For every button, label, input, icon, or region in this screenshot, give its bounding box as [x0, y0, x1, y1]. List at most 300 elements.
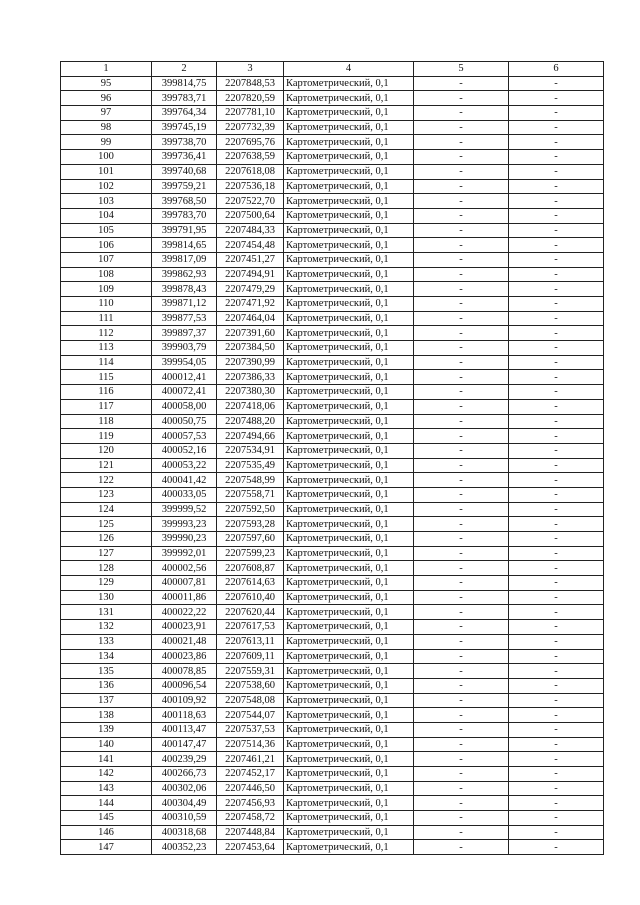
cell-y-coordinate: 2207558,71 — [217, 487, 284, 502]
cell-point-number: 96 — [61, 91, 152, 106]
table-row — [61, 208, 604, 223]
cell-x-coordinate: 400304,49 — [152, 796, 217, 811]
cell-point-number: 107 — [61, 252, 152, 267]
cell-col-6-value: - — [509, 473, 604, 488]
coordinates-table — [60, 61, 604, 855]
cell-col-6-value: - — [509, 414, 604, 429]
cell-method-accuracy: Картометрический, 0,1 — [284, 517, 414, 532]
cell-col-6-value: - — [509, 164, 604, 179]
cell-x-coordinate: 399954,05 — [152, 355, 217, 370]
cell-point-number: 118 — [61, 414, 152, 429]
cell-col-6-value: - — [509, 517, 604, 532]
cell-col-5-value: - — [414, 752, 509, 767]
cell-method-accuracy: Картометрический, 0,1 — [284, 355, 414, 370]
cell-point-number: 126 — [61, 532, 152, 547]
cell-col-5-value: - — [414, 678, 509, 693]
cell-point-number: 95 — [61, 76, 152, 91]
table-row — [61, 282, 604, 297]
cell-y-coordinate: 2207848,53 — [217, 76, 284, 91]
cell-y-coordinate: 2207464,04 — [217, 311, 284, 326]
table-row — [61, 561, 604, 576]
cell-y-coordinate: 2207488,20 — [217, 414, 284, 429]
cell-y-coordinate: 2207548,99 — [217, 473, 284, 488]
cell-point-number: 142 — [61, 767, 152, 782]
cell-method-accuracy: Картометрический, 0,1 — [284, 326, 414, 341]
table-row — [61, 649, 604, 664]
cell-x-coordinate: 399862,93 — [152, 267, 217, 282]
cell-method-accuracy: Картометрический, 0,1 — [284, 429, 414, 444]
cell-col-6-value: - — [509, 576, 604, 591]
cell-x-coordinate: 400023,91 — [152, 620, 217, 635]
cell-method-accuracy: Картометрический, 0,1 — [284, 208, 414, 223]
cell-x-coordinate: 400318,68 — [152, 825, 217, 840]
cell-col-6-value: - — [509, 150, 604, 165]
cell-x-coordinate: 399768,50 — [152, 194, 217, 209]
table-row — [61, 194, 604, 209]
cell-x-coordinate: 399871,12 — [152, 297, 217, 312]
cell-point-number: 135 — [61, 664, 152, 679]
cell-x-coordinate: 400078,85 — [152, 664, 217, 679]
cell-point-number: 104 — [61, 208, 152, 223]
table-row — [61, 781, 604, 796]
cell-method-accuracy: Картометрический, 0,1 — [284, 252, 414, 267]
cell-col-5-value: - — [414, 194, 509, 209]
cell-col-6-value: - — [509, 590, 604, 605]
cell-col-6-value: - — [509, 120, 604, 135]
cell-point-number: 132 — [61, 620, 152, 635]
cell-col-6-value: - — [509, 370, 604, 385]
cell-col-6-value: - — [509, 502, 604, 517]
cell-point-number: 147 — [61, 840, 152, 855]
cell-y-coordinate: 2207380,30 — [217, 385, 284, 400]
cell-col-5-value: - — [414, 223, 509, 238]
cell-col-5-value: - — [414, 634, 509, 649]
cell-y-coordinate: 2207548,08 — [217, 693, 284, 708]
table-row — [61, 120, 604, 135]
cell-col-5-value: - — [414, 252, 509, 267]
table-row — [61, 473, 604, 488]
cell-x-coordinate: 400057,53 — [152, 429, 217, 444]
cell-col-6-value: - — [509, 767, 604, 782]
cell-col-5-value: - — [414, 76, 509, 91]
cell-col-6-value: - — [509, 561, 604, 576]
cell-col-6-value: - — [509, 91, 604, 106]
cell-x-coordinate: 399992,01 — [152, 546, 217, 561]
cell-point-number: 139 — [61, 722, 152, 737]
cell-col-6-value: - — [509, 297, 604, 312]
cell-method-accuracy: Картометрический, 0,1 — [284, 502, 414, 517]
cell-col-5-value: - — [414, 267, 509, 282]
cell-method-accuracy: Картометрический, 0,1 — [284, 443, 414, 458]
cell-method-accuracy: Картометрический, 0,1 — [284, 811, 414, 826]
cell-x-coordinate: 399814,75 — [152, 76, 217, 91]
cell-point-number: 145 — [61, 811, 152, 826]
cell-method-accuracy: Картометрический, 0,1 — [284, 399, 414, 414]
cell-x-coordinate: 400302,06 — [152, 781, 217, 796]
cell-x-coordinate: 399764,34 — [152, 106, 217, 121]
cell-method-accuracy: Картометрический, 0,1 — [284, 693, 414, 708]
cell-col-5-value: - — [414, 708, 509, 723]
cell-col-5-value: - — [414, 767, 509, 782]
cell-col-5-value: - — [414, 135, 509, 150]
cell-col-5-value: - — [414, 811, 509, 826]
table-row — [61, 326, 604, 341]
cell-point-number: 144 — [61, 796, 152, 811]
cell-col-6-value: - — [509, 752, 604, 767]
table-row — [61, 811, 604, 826]
cell-y-coordinate: 2207638,59 — [217, 150, 284, 165]
cell-col-5-value: - — [414, 561, 509, 576]
cell-col-5-value: - — [414, 91, 509, 106]
cell-x-coordinate: 399759,21 — [152, 179, 217, 194]
cell-y-coordinate: 2207452,17 — [217, 767, 284, 782]
cell-method-accuracy: Картометрический, 0,1 — [284, 458, 414, 473]
cell-col-6-value: - — [509, 443, 604, 458]
header-col-5: 5 — [414, 62, 509, 77]
cell-point-number: 111 — [61, 311, 152, 326]
cell-col-5-value: - — [414, 208, 509, 223]
cell-col-6-value: - — [509, 620, 604, 635]
cell-method-accuracy: Картометрический, 0,1 — [284, 767, 414, 782]
table-row — [61, 487, 604, 502]
cell-method-accuracy: Картометрический, 0,1 — [284, 135, 414, 150]
header-col-3: 3 — [217, 62, 284, 77]
table-row — [61, 238, 604, 253]
header-row — [61, 62, 604, 77]
cell-point-number: 121 — [61, 458, 152, 473]
cell-point-number: 115 — [61, 370, 152, 385]
cell-col-6-value: - — [509, 708, 604, 723]
cell-x-coordinate: 400310,59 — [152, 811, 217, 826]
table-row — [61, 605, 604, 620]
cell-x-coordinate: 400239,29 — [152, 752, 217, 767]
cell-y-coordinate: 2207620,44 — [217, 605, 284, 620]
cell-x-coordinate: 399814,65 — [152, 238, 217, 253]
cell-point-number: 146 — [61, 825, 152, 840]
cell-point-number: 109 — [61, 282, 152, 297]
cell-y-coordinate: 2207494,91 — [217, 267, 284, 282]
cell-y-coordinate: 2207610,40 — [217, 590, 284, 605]
cell-x-coordinate: 400266,73 — [152, 767, 217, 782]
cell-col-5-value: - — [414, 649, 509, 664]
cell-method-accuracy: Картометрический, 0,1 — [284, 796, 414, 811]
cell-y-coordinate: 2207618,08 — [217, 164, 284, 179]
cell-x-coordinate: 400058,00 — [152, 399, 217, 414]
cell-col-6-value: - — [509, 76, 604, 91]
cell-y-coordinate: 2207446,50 — [217, 781, 284, 796]
cell-x-coordinate: 400023,86 — [152, 649, 217, 664]
cell-method-accuracy: Картометрический, 0,1 — [284, 385, 414, 400]
cell-method-accuracy: Картометрический, 0,1 — [284, 590, 414, 605]
cell-y-coordinate: 2207461,21 — [217, 752, 284, 767]
cell-y-coordinate: 2207614,63 — [217, 576, 284, 591]
cell-col-6-value: - — [509, 781, 604, 796]
table-row — [61, 796, 604, 811]
cell-col-6-value: - — [509, 179, 604, 194]
cell-method-accuracy: Картометрический, 0,1 — [284, 649, 414, 664]
cell-col-6-value: - — [509, 267, 604, 282]
cell-y-coordinate: 2207536,18 — [217, 179, 284, 194]
cell-col-5-value: - — [414, 443, 509, 458]
cell-x-coordinate: 400033,05 — [152, 487, 217, 502]
cell-method-accuracy: Картометрический, 0,1 — [284, 150, 414, 165]
cell-y-coordinate: 2207453,64 — [217, 840, 284, 855]
cell-y-coordinate: 2207609,11 — [217, 649, 284, 664]
cell-y-coordinate: 2207538,60 — [217, 678, 284, 693]
cell-col-5-value: - — [414, 326, 509, 341]
cell-y-coordinate: 2207534,91 — [217, 443, 284, 458]
cell-y-coordinate: 2207448,84 — [217, 825, 284, 840]
table-row — [61, 546, 604, 561]
cell-point-number: 122 — [61, 473, 152, 488]
cell-col-5-value: - — [414, 355, 509, 370]
cell-y-coordinate: 2207390,99 — [217, 355, 284, 370]
cell-col-6-value: - — [509, 796, 604, 811]
table-row — [61, 91, 604, 106]
cell-method-accuracy: Картометрический, 0,1 — [284, 561, 414, 576]
cell-point-number: 97 — [61, 106, 152, 121]
cell-point-number: 113 — [61, 341, 152, 356]
cell-x-coordinate: 399999,52 — [152, 502, 217, 517]
cell-y-coordinate: 2207500,64 — [217, 208, 284, 223]
cell-point-number: 127 — [61, 546, 152, 561]
cell-method-accuracy: Картометрический, 0,1 — [284, 194, 414, 209]
cell-point-number: 140 — [61, 737, 152, 752]
cell-x-coordinate: 400352,23 — [152, 840, 217, 855]
cell-method-accuracy: Картометрический, 0,1 — [284, 223, 414, 238]
cell-y-coordinate: 2207613,11 — [217, 634, 284, 649]
cell-point-number: 101 — [61, 164, 152, 179]
cell-y-coordinate: 2207391,60 — [217, 326, 284, 341]
cell-col-6-value: - — [509, 649, 604, 664]
cell-x-coordinate: 400022,22 — [152, 605, 217, 620]
table-row — [61, 678, 604, 693]
cell-point-number: 99 — [61, 135, 152, 150]
cell-point-number: 102 — [61, 179, 152, 194]
header-col-6: 6 — [509, 62, 604, 77]
cell-col-6-value: - — [509, 311, 604, 326]
table-row — [61, 429, 604, 444]
cell-method-accuracy: Картометрический, 0,1 — [284, 120, 414, 135]
cell-x-coordinate: 400118,63 — [152, 708, 217, 723]
cell-col-6-value: - — [509, 487, 604, 502]
cell-col-5-value: - — [414, 150, 509, 165]
cell-col-5-value: - — [414, 576, 509, 591]
cell-x-coordinate: 400109,92 — [152, 693, 217, 708]
header-col-1: 1 — [61, 62, 152, 77]
table-body — [61, 76, 604, 854]
cell-x-coordinate: 400012,41 — [152, 370, 217, 385]
table-row — [61, 752, 604, 767]
cell-method-accuracy: Картометрический, 0,1 — [284, 341, 414, 356]
cell-col-5-value: - — [414, 179, 509, 194]
table-row — [61, 722, 604, 737]
cell-point-number: 116 — [61, 385, 152, 400]
cell-col-6-value: - — [509, 341, 604, 356]
cell-col-5-value: - — [414, 282, 509, 297]
cell-col-6-value: - — [509, 355, 604, 370]
cell-col-6-value: - — [509, 252, 604, 267]
table-row — [61, 150, 604, 165]
cell-col-6-value: - — [509, 385, 604, 400]
cell-method-accuracy: Картометрический, 0,1 — [284, 267, 414, 282]
cell-x-coordinate: 399740,68 — [152, 164, 217, 179]
cell-col-5-value: - — [414, 487, 509, 502]
cell-point-number: 141 — [61, 752, 152, 767]
cell-y-coordinate: 2207593,28 — [217, 517, 284, 532]
cell-col-5-value: - — [414, 517, 509, 532]
cell-x-coordinate: 399897,37 — [152, 326, 217, 341]
cell-x-coordinate: 400050,75 — [152, 414, 217, 429]
cell-method-accuracy: Картометрический, 0,1 — [284, 179, 414, 194]
cell-method-accuracy: Картометрический, 0,1 — [284, 297, 414, 312]
cell-y-coordinate: 2207608,87 — [217, 561, 284, 576]
cell-point-number: 143 — [61, 781, 152, 796]
cell-col-6-value: - — [509, 737, 604, 752]
cell-x-coordinate: 400021,48 — [152, 634, 217, 649]
cell-y-coordinate: 2207781,10 — [217, 106, 284, 121]
cell-method-accuracy: Картометрический, 0,1 — [284, 634, 414, 649]
cell-point-number: 131 — [61, 605, 152, 620]
table-row — [61, 532, 604, 547]
table-row — [61, 590, 604, 605]
cell-y-coordinate: 2207820,59 — [217, 91, 284, 106]
table-row — [61, 297, 604, 312]
cell-point-number: 106 — [61, 238, 152, 253]
cell-point-number: 112 — [61, 326, 152, 341]
cell-x-coordinate: 400053,22 — [152, 458, 217, 473]
cell-col-5-value: - — [414, 429, 509, 444]
cell-y-coordinate: 2207597,60 — [217, 532, 284, 547]
cell-y-coordinate: 2207454,48 — [217, 238, 284, 253]
cell-point-number: 129 — [61, 576, 152, 591]
cell-col-6-value: - — [509, 634, 604, 649]
cell-col-6-value: - — [509, 693, 604, 708]
table-row — [61, 634, 604, 649]
table-row — [61, 135, 604, 150]
cell-col-5-value: - — [414, 385, 509, 400]
cell-col-5-value: - — [414, 737, 509, 752]
table-row — [61, 664, 604, 679]
cell-col-5-value: - — [414, 620, 509, 635]
cell-method-accuracy: Картометрический, 0,1 — [284, 840, 414, 855]
table-row — [61, 399, 604, 414]
cell-point-number: 137 — [61, 693, 152, 708]
cell-method-accuracy: Картометрический, 0,1 — [284, 546, 414, 561]
cell-method-accuracy: Картометрический, 0,1 — [284, 487, 414, 502]
cell-y-coordinate: 2207599,23 — [217, 546, 284, 561]
table-row — [61, 576, 604, 591]
cell-col-6-value: - — [509, 399, 604, 414]
cell-y-coordinate: 2207544,07 — [217, 708, 284, 723]
table-row — [61, 179, 604, 194]
cell-method-accuracy: Картометрический, 0,1 — [284, 576, 414, 591]
cell-col-5-value: - — [414, 120, 509, 135]
cell-y-coordinate: 2207451,27 — [217, 252, 284, 267]
cell-point-number: 108 — [61, 267, 152, 282]
table-row — [61, 840, 604, 855]
cell-method-accuracy: Картометрический, 0,1 — [284, 708, 414, 723]
cell-y-coordinate: 2207386,33 — [217, 370, 284, 385]
cell-y-coordinate: 2207494,66 — [217, 429, 284, 444]
cell-col-5-value: - — [414, 546, 509, 561]
cell-col-6-value: - — [509, 135, 604, 150]
cell-method-accuracy: Картометрический, 0,1 — [284, 605, 414, 620]
cell-method-accuracy: Картометрический, 0,1 — [284, 76, 414, 91]
table-row — [61, 620, 604, 635]
cell-y-coordinate: 2207559,31 — [217, 664, 284, 679]
table-row — [61, 414, 604, 429]
cell-method-accuracy: Картометрический, 0,1 — [284, 620, 414, 635]
cell-x-coordinate: 399745,19 — [152, 120, 217, 135]
cell-col-6-value: - — [509, 458, 604, 473]
table-row — [61, 355, 604, 370]
cell-point-number: 100 — [61, 150, 152, 165]
cell-point-number: 98 — [61, 120, 152, 135]
cell-y-coordinate: 2207458,72 — [217, 811, 284, 826]
cell-point-number: 128 — [61, 561, 152, 576]
cell-y-coordinate: 2207484,33 — [217, 223, 284, 238]
cell-col-6-value: - — [509, 678, 604, 693]
cell-y-coordinate: 2207522,70 — [217, 194, 284, 209]
cell-y-coordinate: 2207471,92 — [217, 297, 284, 312]
cell-point-number: 124 — [61, 502, 152, 517]
cell-col-6-value: - — [509, 326, 604, 341]
table-row — [61, 164, 604, 179]
cell-x-coordinate: 400113,47 — [152, 722, 217, 737]
cell-method-accuracy: Картометрический, 0,1 — [284, 752, 414, 767]
cell-method-accuracy: Картометрический, 0,1 — [284, 164, 414, 179]
cell-col-6-value: - — [509, 282, 604, 297]
cell-col-5-value: - — [414, 370, 509, 385]
cell-col-6-value: - — [509, 223, 604, 238]
cell-point-number: 136 — [61, 678, 152, 693]
cell-y-coordinate: 2207537,53 — [217, 722, 284, 737]
cell-point-number: 138 — [61, 708, 152, 723]
cell-col-5-value: - — [414, 502, 509, 517]
cell-point-number: 103 — [61, 194, 152, 209]
cell-x-coordinate: 400052,16 — [152, 443, 217, 458]
table-row — [61, 223, 604, 238]
cell-col-5-value: - — [414, 473, 509, 488]
cell-x-coordinate: 400002,56 — [152, 561, 217, 576]
cell-x-coordinate: 399736,41 — [152, 150, 217, 165]
cell-y-coordinate: 2207535,49 — [217, 458, 284, 473]
cell-x-coordinate: 399783,71 — [152, 91, 217, 106]
cell-point-number: 134 — [61, 649, 152, 664]
cell-point-number: 105 — [61, 223, 152, 238]
cell-point-number: 123 — [61, 487, 152, 502]
header-col-4: 4 — [284, 62, 414, 77]
cell-col-5-value: - — [414, 840, 509, 855]
cell-method-accuracy: Картометрический, 0,1 — [284, 532, 414, 547]
cell-method-accuracy: Картометрический, 0,1 — [284, 678, 414, 693]
cell-col-6-value: - — [509, 840, 604, 855]
cell-col-5-value: - — [414, 605, 509, 620]
table-row — [61, 458, 604, 473]
cell-x-coordinate: 400041,42 — [152, 473, 217, 488]
cell-method-accuracy: Картометрический, 0,1 — [284, 414, 414, 429]
cell-col-5-value: - — [414, 796, 509, 811]
cell-method-accuracy: Картометрический, 0,1 — [284, 106, 414, 121]
cell-y-coordinate: 2207732,39 — [217, 120, 284, 135]
cell-y-coordinate: 2207695,76 — [217, 135, 284, 150]
cell-col-6-value: - — [509, 605, 604, 620]
cell-point-number: 120 — [61, 443, 152, 458]
cell-col-5-value: - — [414, 532, 509, 547]
cell-x-coordinate: 399791,95 — [152, 223, 217, 238]
table-row — [61, 252, 604, 267]
